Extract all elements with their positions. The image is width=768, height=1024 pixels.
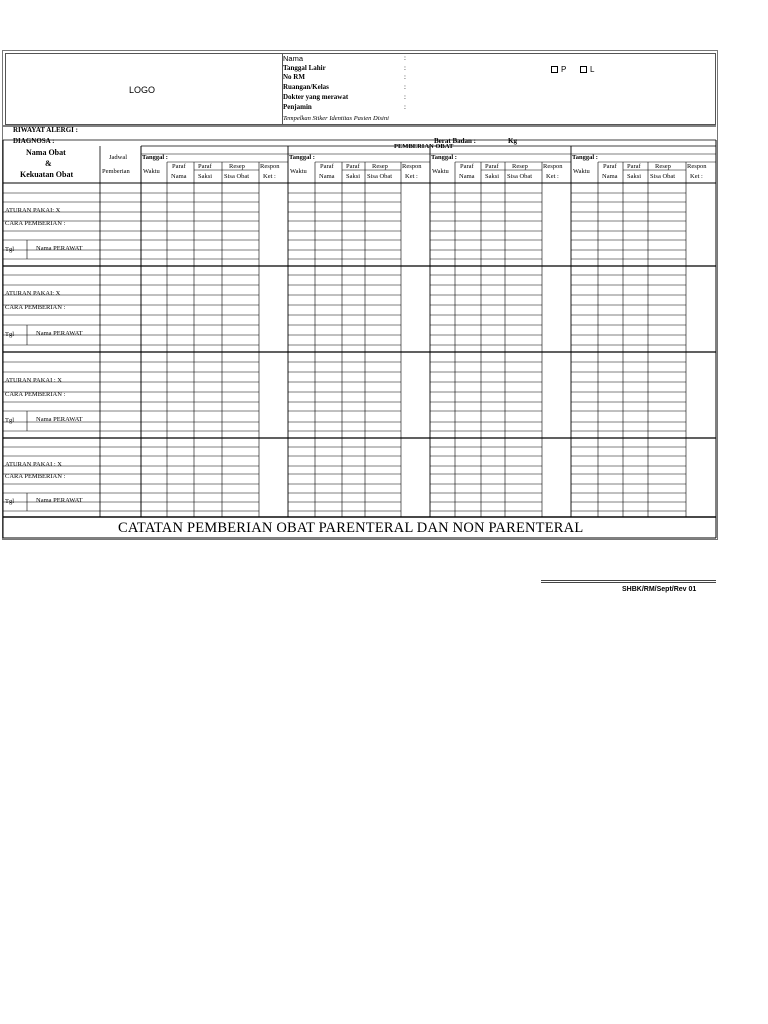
weight-label: Berat Badan : — [434, 137, 476, 145]
respon-heading: Respon — [687, 163, 707, 170]
schedule-heading: Jadwal — [109, 154, 128, 161]
guarantor-label: Penjamin — [283, 103, 312, 111]
document-code: SHBK/RM/Sept/Rev 01 — [622, 586, 697, 593]
tgl-label: Tgl — [5, 498, 15, 505]
gender-p-label: P — [561, 65, 567, 74]
perawat-label: Nama PERAWAT — [36, 330, 83, 337]
ket-heading: Ket : — [546, 173, 559, 180]
paraf-heading: Paraf — [460, 163, 474, 170]
cara-pemberian-label: CARA PEMBERIAN : — [5, 473, 66, 480]
aturan-pakai-label: ATURAN PAKAI : X — [5, 461, 63, 468]
aturan-pakai-label: ATURAN PAKAI: X — [5, 290, 61, 297]
sisa-obat-heading: Sisa Obat — [507, 173, 533, 180]
tgl-label: Tgl — [5, 417, 15, 424]
doctor-label: Dokter yang merawat — [283, 93, 349, 101]
diagnosis-label: DIAGNOSA : — [13, 137, 55, 145]
paraf-saksi-heading: Paraf — [346, 163, 360, 170]
allergy-label: RIWAYAT ALERGI : — [13, 126, 78, 134]
drug-column-ampersand: & — [45, 159, 52, 168]
separator: : — [404, 64, 406, 72]
aturan-pakai-label: ATURAN PAKAI: X — [5, 207, 61, 214]
paraf-heading: Paraf — [320, 163, 334, 170]
cara-pemberian-label: CARA PEMBERIAN : — [5, 304, 66, 311]
paraf-heading: Paraf — [603, 163, 617, 170]
ket-heading: Ket : — [405, 173, 418, 180]
date-label: Tanggal : — [431, 154, 457, 161]
sticker-note: Tempelkan Stiker Identitas Pasien Disini — [283, 115, 389, 122]
room-class-label: Ruangan/Kelas — [283, 83, 329, 91]
respon-heading: Respon — [543, 163, 563, 170]
ket-heading: Ket : — [690, 173, 703, 180]
nama-heading: Nama — [602, 173, 618, 180]
respon-heading: Respon — [260, 163, 280, 170]
nama-heading: Nama — [171, 173, 187, 180]
section-title: PEMBERIAN OBAT — [394, 143, 454, 150]
sisa-obat-heading: Sisa Obat — [224, 173, 250, 180]
separator: : — [404, 73, 406, 81]
gender-l-label: L — [590, 65, 595, 74]
separator: : — [404, 54, 406, 62]
birthdate-label: Tanggal Lahir — [283, 64, 326, 72]
respon-heading: Respon — [402, 163, 422, 170]
patient-name-label: Nama — [283, 54, 304, 63]
sisa-obat-heading: Sisa Obat — [367, 173, 393, 180]
date-label: Tanggal : — [572, 154, 598, 161]
ket-heading: Ket : — [263, 173, 276, 180]
cara-pemberian-label: CARA PEMBERIAN : — [5, 220, 66, 227]
perawat-label: Nama PERAWAT — [36, 245, 83, 252]
tgl-label: Tgl — [5, 246, 15, 253]
time-heading: Waktu — [143, 168, 160, 175]
separator: : — [404, 83, 406, 91]
weight-unit: Kg — [508, 137, 517, 145]
resep-heading: Resep — [512, 163, 528, 170]
nama-heading: Nama — [319, 173, 335, 180]
perawat-label: Nama PERAWAT — [36, 497, 83, 504]
medical-record-label: No RM — [283, 73, 305, 81]
signature-line — [541, 580, 716, 583]
paraf-heading: Paraf — [172, 163, 186, 170]
form-title: CATATAN PEMBERIAN OBAT PARENTERAL DAN NON PARENTERAL — [118, 520, 584, 536]
separator: : — [404, 103, 406, 111]
time-heading: Waktu — [573, 168, 590, 175]
nama-heading: Nama — [459, 173, 475, 180]
cara-pemberian-label: CARA PEMBERIAN : — [5, 391, 66, 398]
perawat-label: Nama PERAWAT — [36, 416, 83, 423]
date-label: Tanggal : — [289, 154, 315, 161]
time-heading: Waktu — [290, 168, 307, 175]
paraf-saksi-heading: Paraf — [627, 163, 641, 170]
resep-heading: Resep — [655, 163, 671, 170]
tgl-label: Tgl — [5, 331, 15, 338]
schedule-heading-2: Pemberian — [102, 168, 130, 175]
paraf-saksi-heading: Paraf — [485, 163, 499, 170]
sisa-obat-heading: Sisa Obat — [650, 173, 676, 180]
saksi-heading: Saksi — [346, 173, 361, 180]
saksi-heading: Saksi — [485, 173, 500, 180]
separator: : — [404, 93, 406, 101]
date-label: Tanggal : — [142, 154, 168, 161]
drug-strength-heading: Kekuatan Obat — [20, 170, 74, 179]
saksi-heading: Saksi — [627, 173, 642, 180]
paraf-saksi-heading: Paraf — [198, 163, 212, 170]
resep-heading: Resep — [229, 163, 245, 170]
time-heading: Waktu — [432, 168, 449, 175]
resep-heading: Resep — [372, 163, 388, 170]
logo: LOGO — [129, 85, 156, 95]
aturan-pakai-label: ATURAN PAKAI : X — [5, 377, 63, 384]
drug-column-heading: Nama Obat — [26, 148, 66, 157]
saksi-heading: Saksi — [198, 173, 213, 180]
